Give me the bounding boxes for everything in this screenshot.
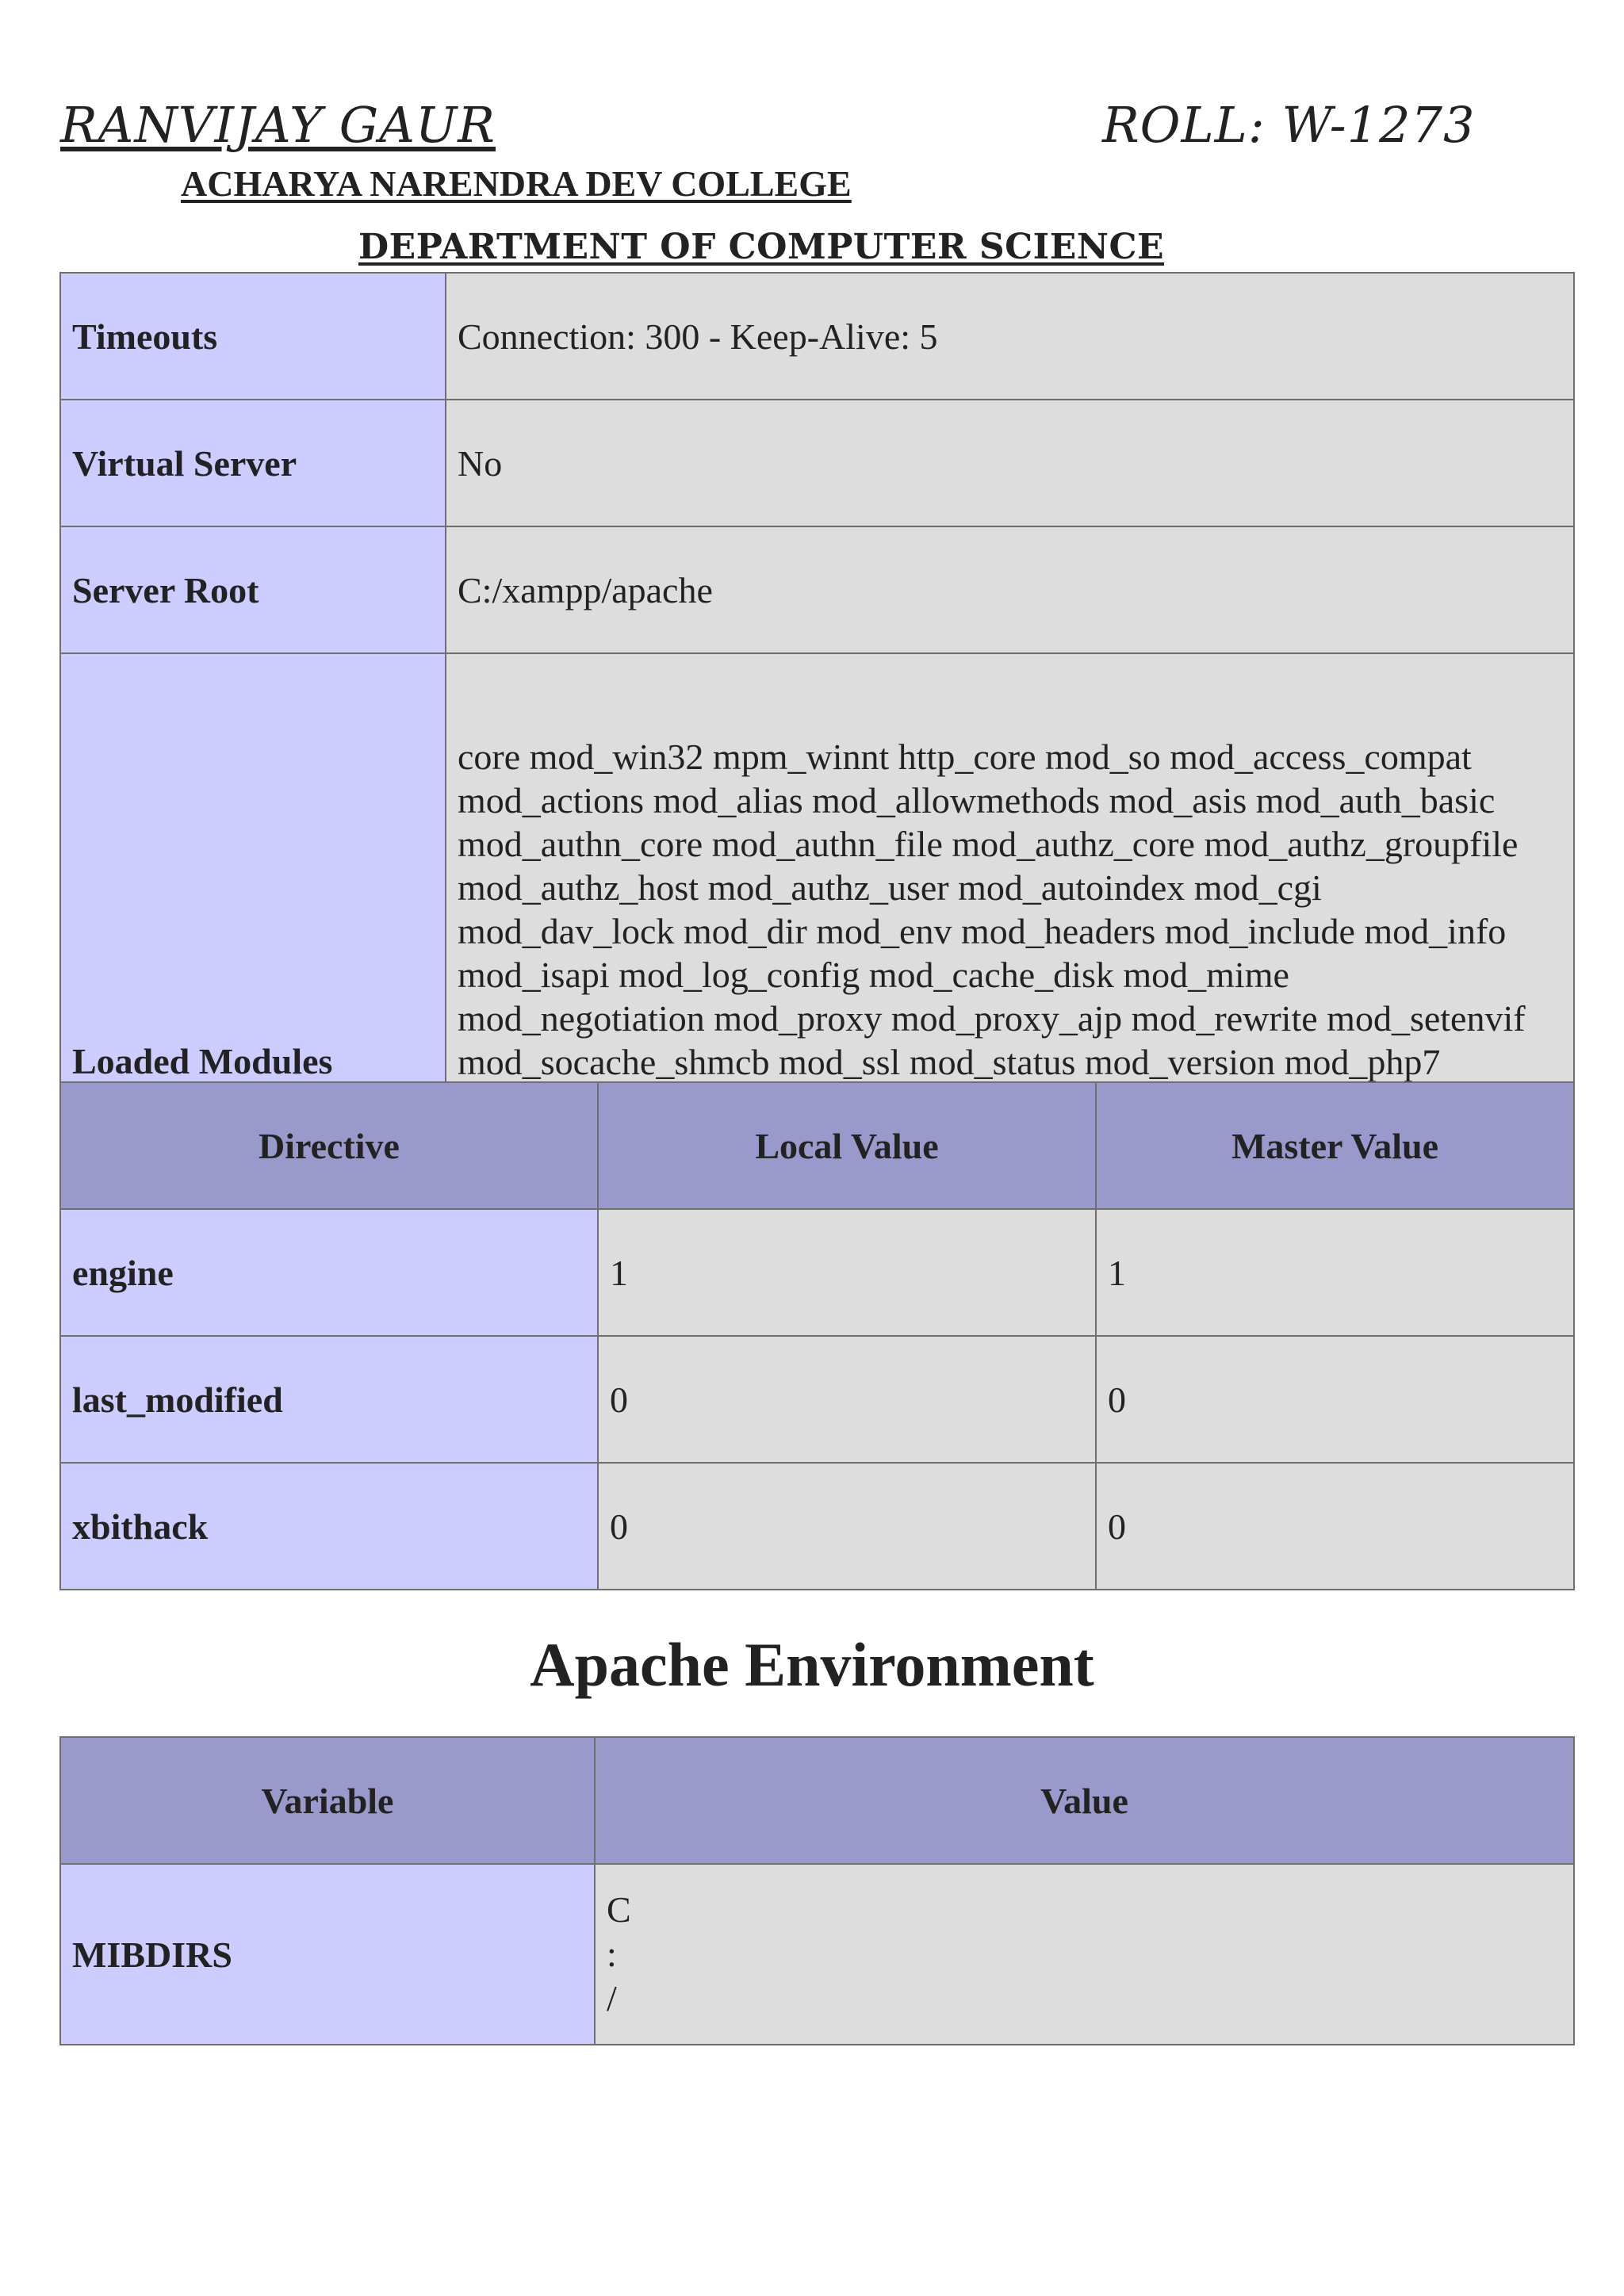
row-key: Loaded Modules (60, 653, 446, 1118)
master-value: 1 (1096, 1209, 1574, 1336)
column-header-master-value: Master Value (1096, 1082, 1574, 1209)
column-header-value: Value (595, 1737, 1574, 1864)
department-name: DEPARTMENT OF COMPUTER SCIENCE (358, 227, 1165, 267)
column-header-variable: Variable (60, 1737, 595, 1864)
row-value: Connection: 300 - Keep-Alive: 5 (446, 273, 1574, 400)
master-value: 0 (1096, 1336, 1574, 1463)
table-row (60, 526, 1574, 653)
loaded-modules-value (446, 653, 1574, 1118)
row-key: Server Root (60, 526, 446, 653)
student-name: RANVIJAY GAUR (60, 96, 496, 154)
table-row-loaded-modules (60, 653, 1574, 1118)
local-value: 0 (598, 1463, 1096, 1590)
roll-number: ROLL: W-1273 (1102, 96, 1476, 154)
modules-line: mod_authn_core mod_authn_file mod_authz_core mod_authz_groupfile (458, 824, 1519, 864)
table-row (60, 1336, 1574, 1463)
modules-line: mod_negotiation mod_proxy mod_proxy_ajp mod_rewrite mod_setenvif (458, 998, 1526, 1039)
modules-line: mod_socache_shmcb mod_ssl mod_status mod_version mod_php7 (458, 1042, 1441, 1082)
modules-line: mod_actions mod_alias mod_allowmethods mod_asis mod_auth_basic (458, 780, 1496, 821)
row-value: C:/xampp/apache (446, 526, 1574, 653)
column-header-directive: Directive (60, 1082, 598, 1209)
table-row (60, 1463, 1574, 1590)
modules-line: mod_authz_host mod_authz_user mod_autoindex mod_cgi (458, 867, 1322, 908)
value-char: : (607, 1934, 617, 1974)
master-value: 0 (1096, 1463, 1574, 1590)
value-char: / (607, 1978, 617, 2019)
value-char: C (607, 1889, 631, 1930)
table-row (60, 1864, 1574, 2045)
directive-name: last_modified (60, 1336, 598, 1463)
table-row (60, 273, 1574, 400)
row-key: Timeouts (60, 273, 446, 400)
table-row (60, 400, 1574, 526)
college-name: ACHARYA NARENDRA DEV COLLEGE (181, 163, 852, 204)
directive-table (59, 1081, 1575, 1590)
modules-line: core mod_win32 mpm_winnt http_core mod_so mod_access_compat (458, 737, 1472, 777)
directive-name: xbithack (60, 1463, 598, 1590)
variable-name: MIBDIRS (60, 1864, 595, 2045)
directive-name: engine (60, 1209, 598, 1336)
table-header-row (60, 1737, 1574, 1864)
environment-table (59, 1736, 1575, 2045)
column-header-local-value: Local Value (598, 1082, 1096, 1209)
local-value: 0 (598, 1336, 1096, 1463)
server-info-table (59, 272, 1575, 1119)
section-title-apache-environment: Apache Environment (530, 1630, 1094, 1699)
row-key: Virtual Server (60, 400, 446, 526)
modules-line: mod_isapi mod_log_config mod_cache_disk mod_mime (458, 955, 1289, 995)
table-row (60, 1209, 1574, 1336)
local-value: 1 (598, 1209, 1096, 1336)
table-header-row (60, 1082, 1574, 1209)
row-value: No (446, 400, 1574, 526)
modules-line: mod_dav_lock mod_dir mod_env mod_headers mod_include mod_info (458, 911, 1507, 951)
variable-value (595, 1864, 1574, 2045)
